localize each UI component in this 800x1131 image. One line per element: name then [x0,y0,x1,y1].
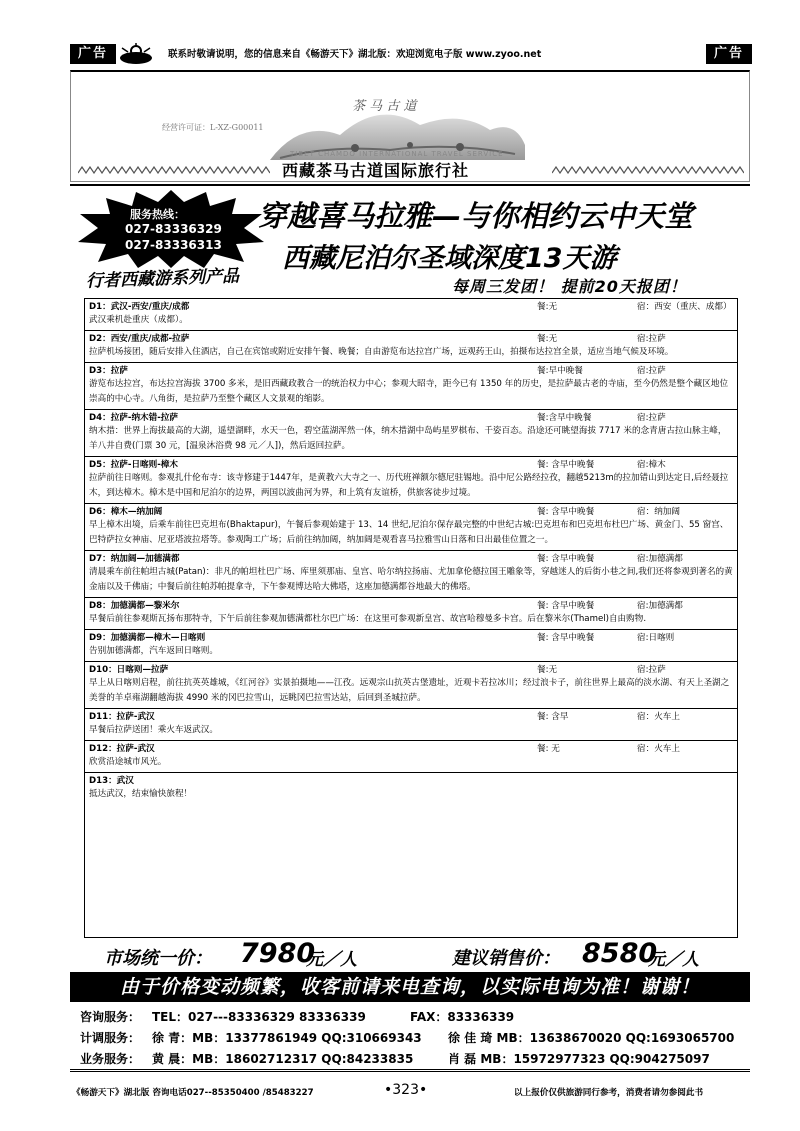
itinerary-day [85,551,737,598]
day-stay: 宿:拉萨 [637,665,666,675]
price-notice-banner: 由于价格变动频繁，收客前请来电查询，以实际电询为准！谢谢！ [70,972,750,1002]
day-stay: 宿:拉萨 [637,413,666,423]
itinerary-day [85,410,737,457]
price-row [100,940,740,972]
contact-block [70,1002,750,1072]
day-title: D2：西安/重庆/成都-拉萨 [89,334,190,344]
decorative-border-left-icon [78,166,270,174]
day-title: D12：拉萨-武汉 [89,744,155,754]
day-description: 早餐后拉萨送团！乘火车返武汉。 [89,725,218,735]
day-description: 早上从日喀则启程，前往抗英英雄城，《红河谷》实景拍摄地——江孜。远观宗山抗英古堡遗址，近观卡若拉冰川；经过浪卡子，前往世界上最高的淡水湖、有天上圣湖之美誉的羊卓雍湖翻越海拔 4990 米的冈巴拉雪山，远眺冈巴拉雪达站，后回到圣城拉萨。 [89,678,730,703]
day-title: D9：加德满都—樟木—日喀则 [89,633,206,643]
hotline-number-2: 027-83336313 [125,238,222,252]
day-title: D5：拉萨-日喀则-樟木 [89,460,178,470]
itinerary-day [85,598,737,630]
day-meals: 餐: 含早中晚餐 [537,554,595,564]
contact-person-a: 黄 晨：MB：18602712317 QQ:84233835 [152,1052,414,1066]
market-price-label: 市场统一价： [104,948,212,969]
suggested-price-label: 建议销售价： [452,948,560,969]
contact-person-b: 肖 磊 MB：15972977323 QQ:904275097 [448,1052,710,1066]
day-stay: 宿:日喀则 [637,633,675,643]
svg-text:茶 马 古 道: 茶 马 古 道 [352,99,417,114]
contact-person-b: 徐 佳 琦 MB：13638670020 QQ:1693065700 [448,1031,735,1045]
contact-line-consult [80,1008,514,1025]
day-stay: 宿:拉萨 [637,334,666,344]
contact-fax: FAX：83336339 [410,1010,515,1024]
series-label: 行者西藏游系列产品 [85,266,240,292]
day-meals: 餐:含早中晚餐 [537,413,592,423]
contact-person-a: 徐 青：MB：13377861949 QQ:310669343 [152,1031,422,1045]
contact-label: 业务服务： [80,1052,141,1066]
itinerary-day [85,741,737,773]
day-meals: 餐: 含早中晚餐 [537,460,595,470]
agency-chinese-name: 西藏茶马古道国际旅行社 [282,161,470,180]
day-title: D10：日喀则—拉萨 [89,665,169,675]
day-meals: 餐:无 [537,334,558,344]
day-description: 游览布达拉宫，布达拉宫海拔 3700 多米，是旧西藏政教合一的统治权力中心；参观大昭寺，距今已有 1350 年的历史，是拉萨最古老的寺庙，至今仍然是整个藏区地位崇高的中心寺。八角街，是拉萨乃至整个藏区人文景观的缩影。 [89,379,729,404]
day-stay: 宿：火车上 [637,744,680,754]
itinerary-day [85,773,737,804]
hotline-number-1: 027-83336329 [125,222,222,236]
day-stay: 宿:拉萨 [637,366,666,376]
day-description: 拉萨前往日喀则。参观扎什伦布寺：该寺修建于1447年，是黄教六大寺之一、历代班禅额尔德尼驻锡地。沿中尼公路经拉孜，翻越5213m的拉加错山到达定日,后经聂拉木，到达樟木。樟木是中国和尼泊尔的边界，两国以波曲河为界，和上筑有友谊桥，供旅客徒步过境。 [89,473,729,498]
day-description: 早上樟木出境，后乘车前往巴克坦布(Bhaktapur)，午餐后参观始建于 13、14 世纪,尼泊尔保存最完整的中世纪古城:巴克坦布和巴克坦布杜巴广场、黄金门、55 窗宫、巴特萨拉女神庙、尼亚塔波拉塔等。参观陶工广场；后前往纳加阔，纳加阔是观看喜马拉雅雪山日落和日出最佳位置之一。 [89,520,729,545]
day-meals: 餐:无 [537,302,558,312]
day-description: 武汉乘机赴重庆（成都）。 [89,315,188,325]
day-title: D13：武汉 [89,776,134,786]
footer-disclaimer: 以上报价仅供旅游同行参考，消费者请勿参阅此书 [514,1088,704,1098]
day-meals: 餐: 含早中晚餐 [537,507,595,517]
itinerary-day [85,299,737,331]
tour-subtitle: 西藏尼泊尔圣域深度13天游 [282,243,617,274]
publication-logo-icon [118,42,154,66]
suggested-price-unit: 元／人 [648,950,699,970]
agency-english-name: TIBET CHAMDO INTERNATIONAL TRAVEL SERVICE [290,150,504,158]
day-stay: 宿：西安（重庆、成都） [637,302,732,312]
day-stay: 宿：纳加阔 [637,507,680,517]
itinerary-day [85,504,737,551]
day-title: D7：纳加阔—加德满都 [89,554,180,564]
day-title: D8：加德满都—黎米尔 [89,601,180,611]
day-description: 早餐后前往参观斯瓦扬布那特寺，下午后前往参观加德满都杜尔巴广场：在这里可参观新皇宫、故宫哈穆曼多卡宫。后在黎米尔(Thamel)自由购物. [89,614,647,624]
day-meals: 餐:无 [537,665,558,675]
day-stay: 宿:加德满都 [637,554,683,564]
footer-publication: 《畅游天下》湖北版 咨询电话027--85350400 /85483227 [72,1088,314,1098]
day-meals: 餐: 含早中晚餐 [537,601,595,611]
suggested-price-value: 8580 [582,938,658,969]
itinerary-day [85,457,737,504]
ad-label-right: 广告 [706,44,752,64]
day-title: D6：樟木—纳加阔 [89,507,163,517]
departure-note: 每周三发团！ 提前20天报团！ [452,277,687,296]
day-description: 拉萨机场接团，随后安排入住酒店，自己在宾馆或附近安排午餐、晚餐；自由游览布达拉宫广场，远观药王山，拍摄布达拉宫全景，适应当地气候及环境。 [89,347,674,357]
day-title: D11：拉萨-武汉 [89,712,155,722]
contact-line-planning [80,1029,734,1046]
day-description: 抵达武汉，结束愉快旅程！ [89,789,193,799]
itinerary-day [85,709,737,741]
hotline-label: 服务热线： [130,208,185,221]
itinerary-day [85,630,737,662]
license-number: 经营许可证：L-XZ-G00011 [162,123,264,132]
day-meals: 餐: 含早中晚餐 [537,633,595,643]
itinerary-day [85,363,737,410]
headline-title: 穿越喜马拉雅—与你相约云中天堂 [258,199,694,233]
contact-label: 计调服务： [80,1031,141,1045]
day-meals: 餐: 含早 [537,712,569,722]
day-description: 纳木措：世界上海拔最高的大湖，遥望湖畔，水天一色，碧空蓝湖浑然一体，纳木措湖中岛屿星罗棋布、千姿百态。沿途还可眺望海拔 7717 米的念青唐古拉山脉主峰，羊八井自费(门票 30 元，[温泉沐浴费 98 元／人])，然后返回拉萨。 [89,426,727,451]
ad-label-left: 广告 [70,44,116,64]
itinerary-table [84,298,738,938]
day-description: 欣赏沿途城市风光。 [89,757,167,767]
contact-label: 咨询服务： [80,1010,141,1024]
market-price-value: 7980 [240,938,316,969]
market-price-unit: 元／人 [306,950,357,970]
day-description: 告别加德满都，汽车返回日喀则。 [89,646,218,656]
page-number: •323• [384,1082,428,1098]
day-description: 清晨乘车前往帕坦古城(Patan)：非凡的帕坦杜巴广场、库里须那庙、皇宫、哈尔纳拉扬庙、尤加拿伦德拉国王雕象等，穿越迷人的后街小巷之间,我们还将参观到著名的黄金庙以及千佛庙；中餐后前往帕苏帕提拿寺，下午参观博达哈大佛塔，这座加德满都谷地最大的佛塔。 [89,567,733,592]
contact-tel: TEL：027---83336329 83336339 [152,1010,366,1024]
section-divider [70,184,750,186]
day-stay: 宿:樟木 [637,460,666,470]
band-text: 联系时敬请说明，您的信息来自《畅游天下》湖北版：欢迎浏览电子版 www.zyoo.net [168,49,542,60]
day-title: D1：武汉-西安/重庆/成都 [89,302,190,312]
itinerary-day [85,662,737,709]
day-stay: 宿:加德满都 [637,601,683,611]
day-meals: 餐:早中晚餐 [537,366,583,376]
day-meals: 餐: 无 [537,744,560,754]
day-title: D4：拉萨-纳木错-拉萨 [89,413,178,423]
day-title: D3：拉萨 [89,366,128,376]
day-stay: 宿：火车上 [637,712,680,722]
contact-line-business [80,1050,710,1067]
itinerary-day [85,331,737,363]
decorative-border-right-icon [552,166,744,174]
